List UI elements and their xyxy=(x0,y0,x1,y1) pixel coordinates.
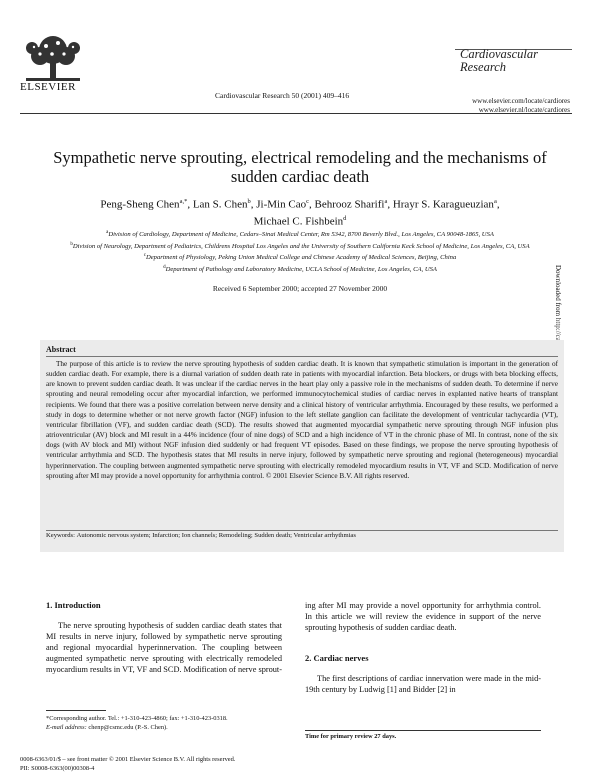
body-column-right xyxy=(305,600,541,695)
abstract-rule-bottom xyxy=(46,530,558,531)
publisher-name: ELSEVIER xyxy=(20,81,76,93)
review-time: Time for primary review 27 days. xyxy=(305,733,397,740)
journal-url-2[interactable]: www.elsevier.nl/locate/cardiores xyxy=(478,106,570,114)
journal-name-line-2: Research xyxy=(460,60,507,74)
email-label: E-mail address: xyxy=(46,724,87,731)
author-name: Peng-Sheng Chen xyxy=(100,198,180,211)
download-watermark: Downloaded from xyxy=(554,265,562,665)
issn-line: 0008-6363/01/$ – see front matter © 2001 Elsevier Science B.V. All rights reserved. xyxy=(20,756,236,763)
section-heading-introduction: 1. Introduction xyxy=(46,600,101,610)
affiliation: $^a$Division of Cardiology, Department of Medicine, Cedars–Sinai Medical Center, Rm 5342, 8700 Beverly Blvd., Los Angeles, CA 90048-1865, USA xyxy=(106,230,494,239)
article-title: Sympathetic nerve sprouting, electrical remodeling and the mechanisms of sudden cardiac death xyxy=(53,148,547,186)
affiliations xyxy=(35,228,565,275)
author-affil-marker: c xyxy=(306,198,309,205)
affiliation: $^b$Division of Neurology, Department of Pediatrics, Childrens Hospital Los Angeles and the University of Southern California Keck School of Medicine, Los Angeles, CA, USA xyxy=(70,241,530,250)
corresponding-author: *Corresponding author. Tel.: +1-310-423-4860; fax: +1-310-423-0318. xyxy=(46,715,228,722)
header-divider xyxy=(20,113,572,114)
pii-line: PII: S0008-6363(00)00308-4 xyxy=(20,764,95,772)
body-column-left xyxy=(46,600,282,675)
section-heading-cardiac-nerves: 2. Cardiac nerves xyxy=(305,653,369,664)
author-affil-marker: a,* xyxy=(179,198,188,205)
abstract-heading: Abstract xyxy=(46,345,76,354)
abstract-text: The purpose of this article is to review the nerve sprouting hypothesis of sudden cardiac death. It is known that sympathetic stimulation is important in the generation of sudden cardiac death. For example, there is a diurnal variation of sudden death rate in patients with myocardial infarction. Beta blockers, or drugs with beta blocking effects, are known to prevent sudden cardiac death. It was unclear if the cardiac nerves in the heart play only a passive role in the mechanisms of sudden death. To determine if nerve sprouting and neural remodeling occur after myocardial infarction, we performed immunocytochemical studies of cardiac nerves in explanted native hearts of transplant recipients. We found that there was a positive correlation between nerve density and a clinical history of ventricular arrhythmia. Encouraged by these results, we performed a study in dogs to determine whether or not nerve growth factor (NGF) infusion to the left stellate ganglion can facilitate the development of ventricular tachycardia (VT), ventricular fibrillation (VF), and sudden cardiac death (SCD). The results showed that augmented myocardial sympathetic nerve sprouting through NGF infusion plus atrioventricular (AV) block and MI result in a 44% incidence (four of nine dogs) of SCD and a high incidence of VT in the chronic phase of MI. In contrast, none of the six dogs (with AV block and MI) without NGF infusion died suddenly or had frequent VT episodes. Based on these findings, we propose the nerve sprouting hypothesis of ventricular arrhythmia and SCD. The hypothesis states that MI results in nerve injury, followed by sympathetic nerve sprouting and regional (heterogeneous) myocardial hyperinnervation. The coupling between augmented sympathetic nerve sprouting with electrically remodeled myocardium results in VT, VF and SCD. Modification of nerve sprouting after MI may provide a novel opportunity for arrhythmia control. © 2001 Elsevier Science B.V. All rights reserved. xyxy=(46,360,558,480)
author-name: Lan S. Chen xyxy=(192,198,248,211)
author-name: Behrooz Sharifi xyxy=(314,198,385,211)
introduction-continued: ing after MI may provide a novel opportunity for arrhythmia control. In this article we will review the evidence in support of the nerve sprouting hypothesis of sudden cardiac death. xyxy=(305,601,541,633)
keywords-label: Keywords: xyxy=(46,532,75,539)
author-affil-marker: a xyxy=(384,198,388,205)
author-affil-marker: b xyxy=(247,198,251,205)
introduction-paragraph: The nerve sprouting hypothesis of sudden cardiac death states that MI results in nerve injury, followed by sympathetic nerve sprouting and regional myocardial hyperinnervation. The coupling between augmented sympathetic nerve sprouting with electrically remodeled myocardium results in VT, VF and SCD. Modification of nerve sprout- xyxy=(46,621,282,675)
cardiac-nerves-paragraph: The first descriptions of cardiac innervation were made in the mid-19th century by Ludwig [1] and Bidder [2] in xyxy=(305,674,541,695)
email-line xyxy=(46,723,282,732)
affiliation: $^d$Department of Pathology and Laboratory Medicine, UCLA School of Medicine, Los Angeles, CA, USA xyxy=(163,265,437,274)
footnote-rule xyxy=(46,710,106,711)
abstract-rule xyxy=(46,356,558,357)
journal-name-line-1: Cardiovascular xyxy=(460,47,539,61)
journal-citation: Cardiovascular Research 50 (2001) 409–416 xyxy=(215,91,350,100)
author-affil-marker: a xyxy=(493,198,497,205)
keywords-list: Autonomic nervous system; Infarction; Ion channels; Remodeling; Sudden death; Ventricular arrhythmias xyxy=(76,532,356,539)
keywords xyxy=(46,532,356,539)
author-name: Michael C. Fishbein xyxy=(253,215,344,228)
author-list: Peng-Sheng Chen$^{a,*}$, Lan S. Chen$^b$, Ji-Min Cao$^c$, Behrooz Sharifi$^a$, Hrayr S. Karagueuzian$^a$, Michael C. Fishbein$^d$ xyxy=(100,198,500,228)
review-time-rule xyxy=(305,730,541,731)
affiliation: $^c$Department of Physiology, Peking Union Medical College and Chinese Academy of Medical Sciences, Beijing, China xyxy=(143,253,457,262)
author-name: Ji-Min Cao xyxy=(256,198,307,211)
received-dates: Received 6 September 2000; accepted 27 November 2000 xyxy=(212,284,388,293)
issn-pii xyxy=(20,756,235,773)
email-address[interactable]: chenp@csmc.edu (P.-S. Chen). xyxy=(88,724,168,731)
author-affil-marker: d xyxy=(343,214,347,222)
corresponding-footnote xyxy=(46,714,282,732)
author-name: Hrayr S. Karagueuzian xyxy=(392,198,494,211)
journal-name xyxy=(460,48,538,74)
journal-url-1[interactable]: www.elsevier.com/locate/cardiores xyxy=(472,97,570,105)
